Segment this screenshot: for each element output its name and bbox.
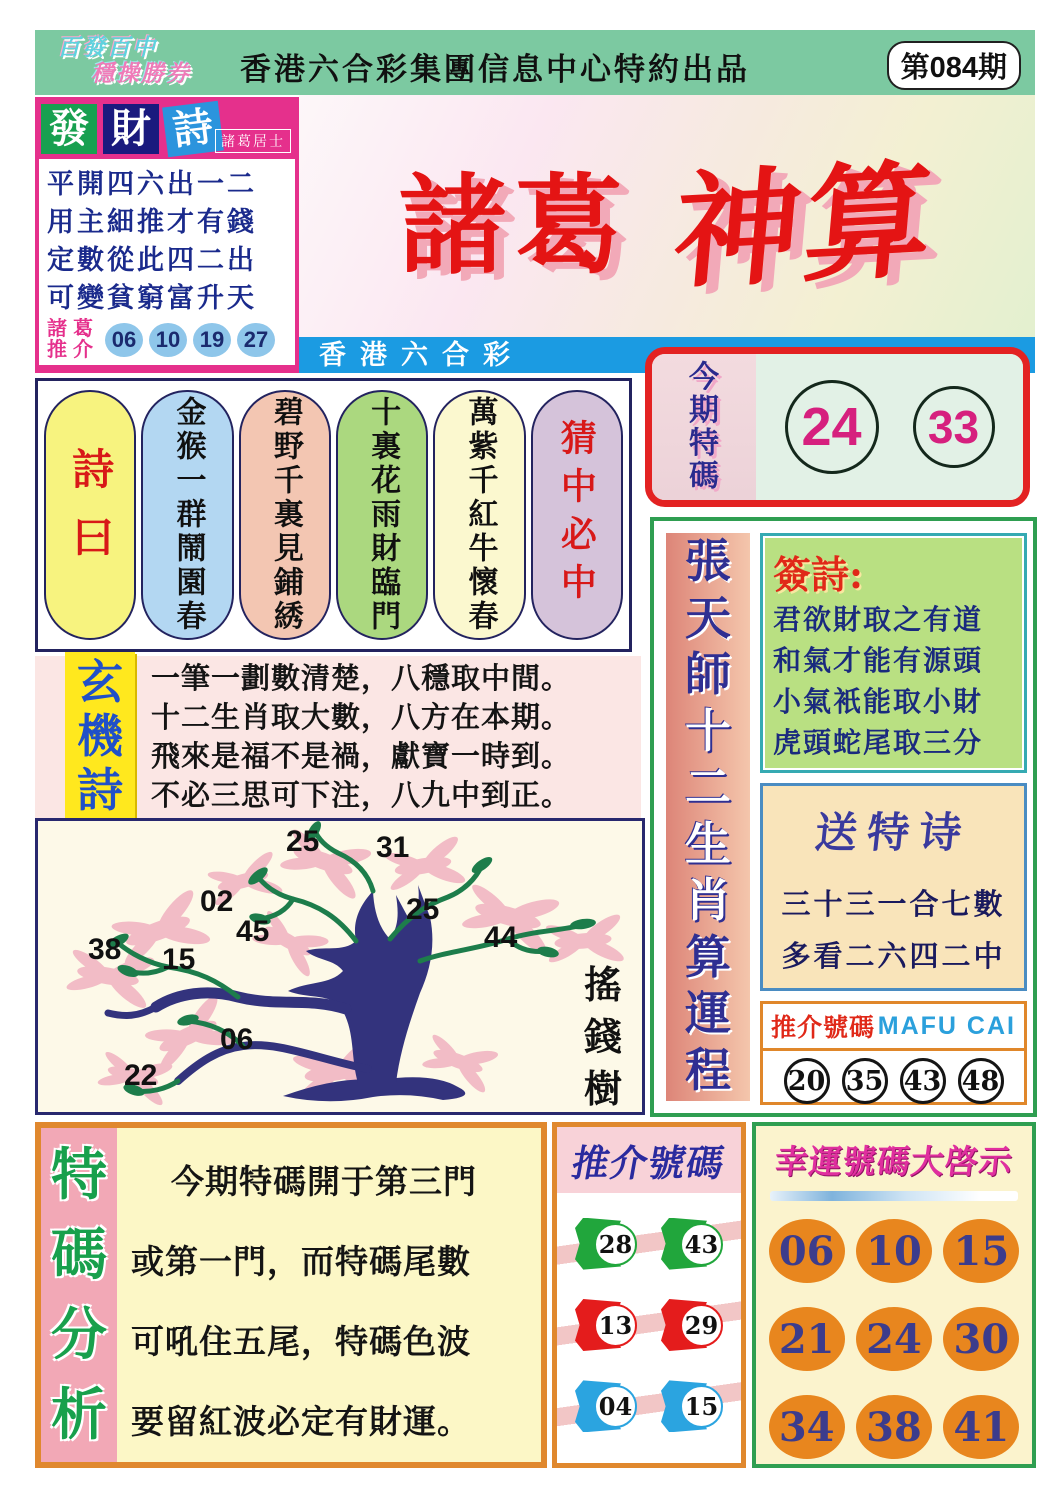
tree-number: 45	[236, 915, 270, 948]
verse-pills-box	[35, 378, 632, 652]
recommended-numbers	[105, 323, 275, 357]
shield-number: 29	[680, 1304, 723, 1347]
tree-number: 44	[484, 921, 518, 954]
analysis-text	[117, 1128, 541, 1462]
shield-number: 04	[594, 1385, 637, 1428]
sign-poem-line: 君欲財取之有道	[773, 604, 984, 635]
shield-row-green	[569, 1218, 729, 1270]
zodiac-fortune-panel	[650, 517, 1037, 1117]
recommender-label	[47, 319, 99, 361]
mafu-number: 35	[842, 1058, 888, 1104]
mafu-numbers	[763, 1051, 1024, 1104]
lucky-number: 21	[769, 1307, 845, 1371]
recommended-number: 19	[193, 323, 231, 357]
analysis-line: 可吼住五尾，特碼色波	[131, 1323, 471, 1360]
sign-poem-lines	[773, 599, 1014, 763]
fortune-title-char-2: 財	[103, 104, 159, 154]
lucky-numbers-title: 幸運號碼大啓示	[772, 1142, 1015, 1181]
shield-number: 43	[680, 1223, 723, 1266]
fortune-title-char-1: 發	[41, 104, 97, 154]
shield-badge	[661, 1299, 723, 1351]
recommend-box-title: 推介號碼	[568, 1141, 729, 1185]
zodiac-char: 生	[685, 816, 731, 871]
mystery-line: 一筆一劃數清楚，八穩取中間。	[151, 663, 572, 695]
lucky-number: 41	[943, 1395, 1019, 1459]
mafu-recommend-label: 推介號碼	[771, 1014, 876, 1042]
lucky-number: 06	[769, 1219, 845, 1283]
header-bar	[35, 30, 1035, 95]
fortune-line: 平開四六出一二	[47, 169, 257, 199]
sign-poem-line: 和氣才能有源頭	[773, 645, 984, 676]
fortune-recommend-row	[47, 319, 287, 361]
mystery-label-char: 機	[77, 709, 123, 763]
special-label-char: 期	[689, 393, 719, 428]
header-slogan	[57, 34, 191, 86]
analysis-title-strip	[41, 1128, 117, 1462]
zodiac-char: 運	[685, 986, 731, 1040]
shield-badge	[575, 1218, 637, 1270]
mystery-label-char: 詩	[77, 763, 123, 817]
slogan-line2: 穩操勝券	[91, 60, 191, 86]
issue-number-badge: 第084期	[887, 41, 1021, 90]
fortune-poem-body	[39, 159, 295, 365]
zodiac-char: 天	[685, 590, 731, 645]
mafu-brand: MAFU CAI	[877, 1011, 1016, 1040]
gift-poem-line: 多看二六四二中	[781, 939, 1006, 973]
masthead-title-right: 神算	[667, 144, 942, 307]
special-label-char: 碼	[689, 459, 719, 494]
analysis-title-char: 分	[51, 1302, 107, 1368]
tree-number: 06	[220, 1023, 254, 1056]
special-label-char: 今	[689, 360, 719, 395]
shield-number: 28	[594, 1223, 637, 1266]
shield-badge	[661, 1380, 723, 1432]
masthead-title-left: 諸葛	[398, 162, 631, 289]
lucky-number: 34	[769, 1395, 845, 1459]
special-number-1: 24	[785, 380, 879, 474]
mafu-number: 48	[958, 1058, 1004, 1104]
mystery-line: 飛來是福不是禍，獻寶一時到。	[151, 741, 572, 773]
tree-number: 22	[124, 1059, 158, 1092]
lucky-number: 10	[856, 1219, 932, 1283]
tree-number: 25	[406, 893, 440, 926]
gift-poem-lines	[763, 878, 1024, 982]
shield-badge	[575, 1299, 637, 1351]
zodiac-char: 師	[685, 647, 731, 701]
zodiac-char: 張	[685, 534, 731, 588]
fortune-poem-box	[35, 97, 299, 373]
recommended-number: 27	[237, 323, 275, 357]
masthead	[299, 95, 1035, 337]
zodiac-char: 二	[685, 760, 731, 814]
mystery-label-char: 玄	[77, 655, 123, 709]
lottery-banner-text: 香港六合彩	[319, 340, 524, 370]
zodiac-char: 程	[685, 1042, 731, 1097]
money-tree-box	[35, 818, 645, 1115]
tree-number: 02	[200, 885, 234, 918]
tree-label-char: 搖	[583, 962, 622, 1007]
gift-poem-title: 送特诗	[812, 808, 974, 857]
tree-number: 25	[286, 825, 320, 858]
slogan-line1: 百發百中	[57, 34, 157, 60]
lucky-numbers-grid	[768, 1213, 1020, 1459]
recommended-number: 10	[149, 323, 187, 357]
analysis-line: 或第一門，而特碼尾數	[131, 1243, 471, 1280]
analysis-title-char: 特	[51, 1142, 107, 1208]
mystery-line: 十二生肖取大數，八方在本期。	[151, 702, 572, 734]
zodiac-char: 算	[685, 929, 731, 984]
special-analysis-box	[35, 1122, 547, 1468]
fortune-title-char-3: 詩	[162, 101, 224, 157]
shield-badge	[575, 1380, 637, 1432]
tree-label-char: 樹	[583, 1066, 622, 1111]
sign-poem-line: 虎頭蛇尾取三分	[773, 727, 984, 758]
analysis-title-char: 碼	[51, 1222, 107, 1288]
analysis-title-char: 析	[51, 1382, 107, 1448]
tree-number: 31	[376, 831, 410, 864]
shield-row-blue	[569, 1380, 729, 1432]
zodiac-title-strip	[666, 533, 750, 1101]
shield-number: 15	[680, 1385, 723, 1428]
gift-poem-box	[760, 783, 1027, 991]
special-label-char: 特	[689, 426, 719, 461]
lucky-number: 24	[856, 1307, 932, 1371]
recommended-number: 06	[105, 323, 143, 357]
recommender-line1: 諸葛	[47, 318, 99, 340]
mafu-recommend-box	[760, 1001, 1027, 1105]
sign-poem-box	[760, 533, 1027, 773]
shield-row-red	[569, 1299, 729, 1351]
publisher-title: 香港六合彩集團信息中心特約出品	[240, 52, 750, 87]
money-tree-label	[584, 959, 622, 1115]
lucky-numbers-box	[752, 1122, 1036, 1468]
lucky-number: 30	[943, 1307, 1019, 1371]
analysis-line: 今期特碼開于第三門	[171, 1163, 477, 1200]
verse-pill: 萬紫千紅牛懷春	[433, 390, 525, 640]
verse-pill: 十裏花雨財臨門	[336, 390, 428, 640]
special-number-label	[652, 354, 756, 500]
tree-number: 15	[162, 943, 196, 976]
fortune-line: 定數從此四二出	[47, 245, 257, 275]
mystery-line: 不必三思可下注，八九中到正。	[151, 780, 572, 812]
sign-poem-line: 小氣衹能取小財	[773, 686, 984, 717]
shield-number: 13	[594, 1304, 637, 1347]
fortune-line: 可變貧窮富升天	[47, 283, 257, 313]
recommend-shield-grid	[557, 1193, 741, 1463]
analysis-line: 要留紅波必定有財運。	[131, 1403, 471, 1440]
verse-pill-intro: 詩曰	[44, 390, 136, 640]
mafu-number: 43	[900, 1058, 946, 1104]
gift-poem-line: 三十三一合七數	[781, 887, 1006, 921]
mystery-poem-section	[35, 656, 641, 818]
mafu-recommend-header	[763, 1004, 1024, 1051]
special-number-2: 33	[913, 386, 995, 468]
zodiac-char: 肖	[685, 873, 731, 927]
verse-pill-outro: 猜中必中	[531, 390, 623, 640]
zodiac-char: 十	[685, 703, 731, 758]
tree-label-char: 錢	[583, 1014, 622, 1059]
shield-badge	[661, 1218, 723, 1270]
current-special-number-box	[645, 347, 1030, 507]
lucky-number: 38	[856, 1395, 932, 1459]
verse-pill: 金猴一群鬧園春	[141, 390, 233, 640]
mystery-poem-lines	[151, 656, 641, 816]
mystery-poem-label	[65, 652, 135, 820]
recommend-box-header	[557, 1127, 741, 1193]
fortune-poem-header	[39, 101, 295, 159]
recommender-line2: 推介	[47, 339, 99, 361]
sign-poem-title: 簽詩:	[773, 552, 864, 597]
tree-number: 38	[88, 933, 122, 966]
special-numbers	[756, 354, 1023, 500]
lucky-divider-bar	[770, 1191, 1018, 1201]
fortune-author: 諸葛居士	[215, 129, 291, 153]
fortune-line: 用主細推才有錢	[47, 207, 257, 237]
mafu-number: 20	[784, 1058, 830, 1104]
recommend-numbers-box	[552, 1122, 746, 1468]
lucky-number: 15	[943, 1219, 1019, 1283]
verse-pill: 碧野千裏見鋪綉	[239, 390, 331, 640]
